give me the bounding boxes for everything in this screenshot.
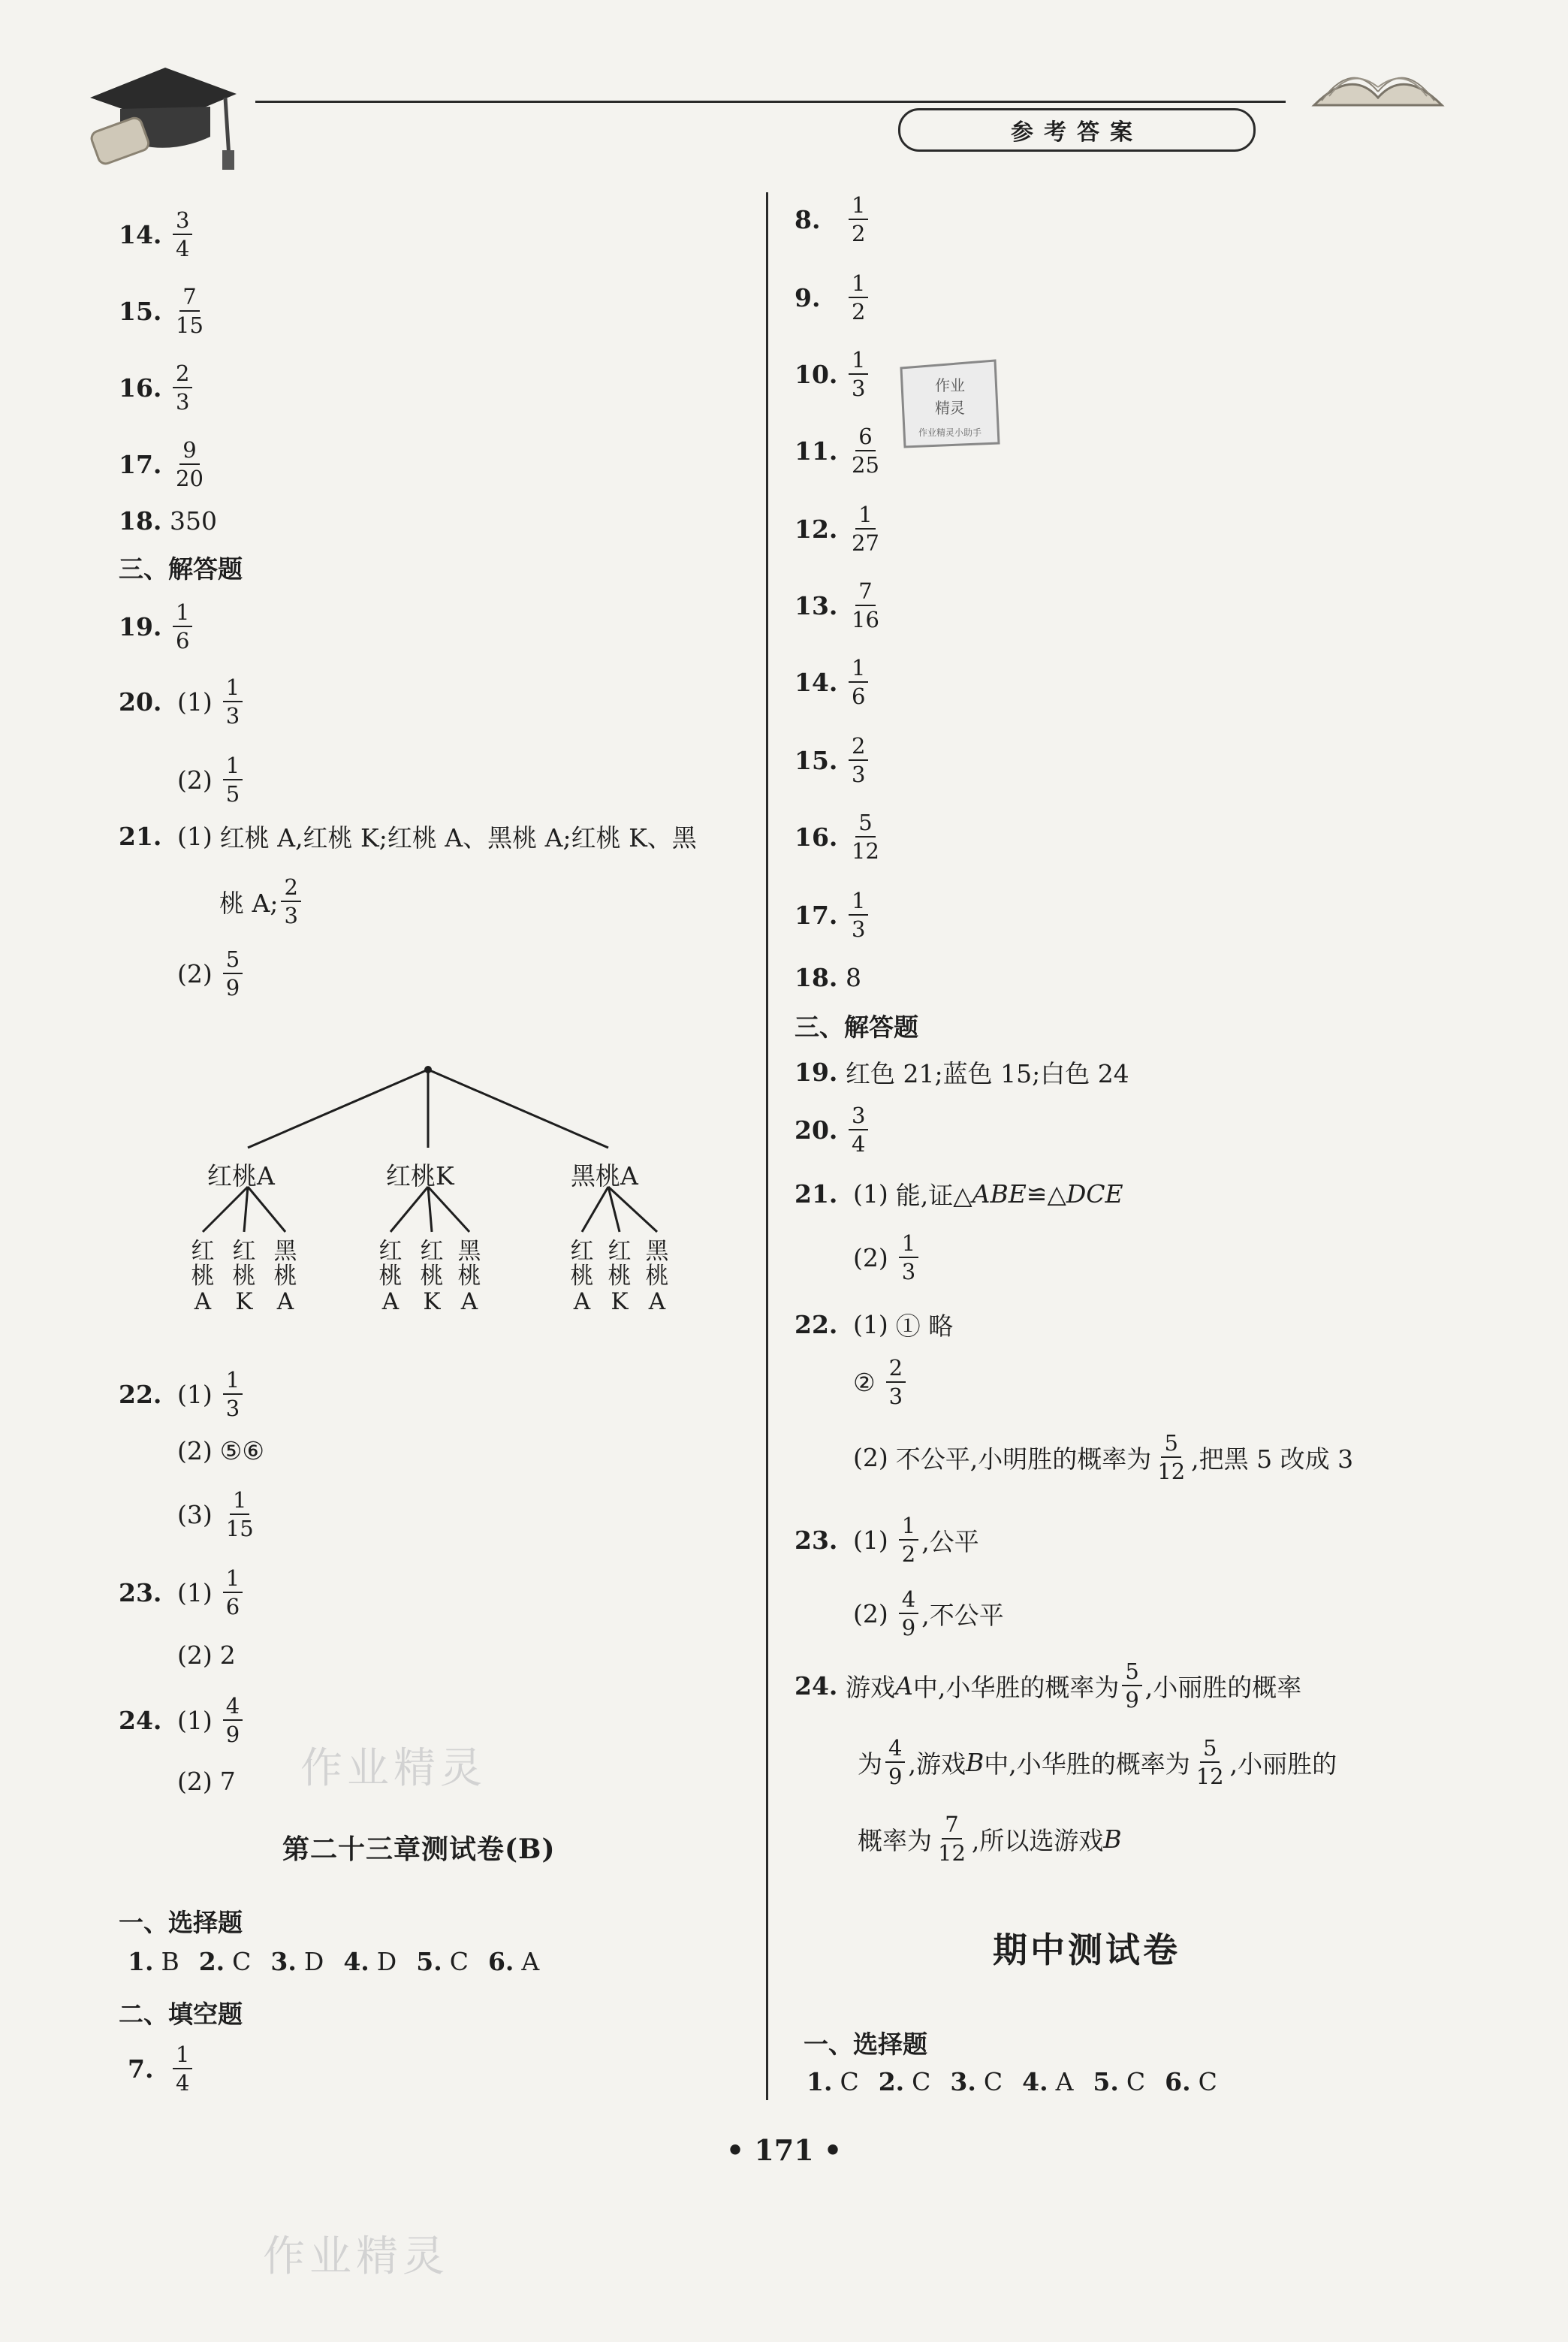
- fraction: $\frac{1}{2}$: [899, 1514, 918, 1566]
- tree-branch-label: 红桃A: [207, 1161, 275, 1191]
- item-number: 7.: [128, 2054, 154, 2084]
- fraction: $\frac{1}{5}$: [223, 754, 243, 806]
- fraction: $\frac{5}{12}$: [852, 810, 879, 865]
- fraction: $\frac{1}{6}$: [173, 601, 192, 653]
- fraction: $\frac{9}{20}$: [176, 437, 204, 492]
- fraction: $\frac{1}{3}$: [849, 889, 868, 941]
- answer-item: 22. (1) $\frac{1}{3}$: [119, 1369, 246, 1420]
- item-number: 23.: [795, 1525, 838, 1555]
- svg-text:作业精灵小助手: 作业精灵小助手: [918, 427, 982, 438]
- fraction: $\frac{5}{9}$: [1122, 1660, 1141, 1712]
- tree-branch-label: 红桃K: [386, 1161, 454, 1191]
- fraction: $\frac{1}{6}$: [223, 1567, 243, 1619]
- answer-subitem: ② $\frac{2}{3}$: [853, 1357, 909, 1408]
- item-number: 24.: [795, 1670, 838, 1701]
- section-heading: 三、解答题: [119, 554, 243, 584]
- answer-item: 21. (1) 能,证△ ABE ≌△ DCE: [795, 1179, 1123, 1210]
- chapter-title: 第二十三章测试卷(B): [282, 1833, 556, 1865]
- answer-item: [119, 601, 195, 653]
- section-heading: 一、选择题: [119, 1908, 243, 1937]
- item-number: 20.: [795, 1115, 838, 1145]
- item-number: 16.: [119, 373, 162, 403]
- item-number: 12.: [795, 514, 838, 544]
- answer-item: [119, 362, 195, 414]
- tree-leaf-label: 红 桃 K: [420, 1238, 444, 1315]
- answer-text: 350: [170, 506, 217, 536]
- fraction: $\frac{2}{3}$: [886, 1357, 906, 1408]
- fraction: $\frac{4}{9}$: [899, 1588, 918, 1640]
- section-heading: 二、填空题: [119, 1999, 243, 2029]
- fraction: $\frac{3}{4}$: [173, 209, 192, 261]
- answer-subitem: (2) $\frac{1}{3}$: [846, 1232, 921, 1284]
- watermark: 作业精灵: [263, 2232, 449, 2281]
- fraction: $\frac{1}{3}$: [849, 349, 868, 400]
- fraction: $\frac{1}{6}$: [849, 656, 868, 708]
- svg-text:作业: 作业: [935, 376, 965, 394]
- item-number: 8.: [795, 204, 821, 234]
- answer-item: [795, 272, 871, 324]
- fraction: $\frac{1}{3}$: [899, 1232, 918, 1284]
- fraction: $\frac{1}{27}$: [852, 502, 879, 557]
- answer-text: 红桃 A,红桃 K;红桃 A、黑桃 A;红桃 K、黑: [219, 823, 697, 853]
- fraction: $\frac{5}{12}$: [1157, 1430, 1186, 1485]
- item-number: 19.: [795, 1058, 838, 1087]
- svg-text:精灵: 精灵: [935, 399, 965, 417]
- tree-leaf-label: 红 桃 K: [608, 1238, 632, 1315]
- answer-item: 18. 8: [795, 963, 861, 992]
- tree-branch-label: 黑桃A: [571, 1161, 638, 1191]
- tree-leaf-label: 红 桃 A: [191, 1238, 215, 1315]
- fraction: $\frac{4}{9}$: [885, 1737, 905, 1788]
- answer-item: [119, 285, 210, 337]
- answer-item: [795, 349, 871, 400]
- column-divider: [766, 192, 768, 2100]
- item-number: 9.: [795, 282, 821, 312]
- item-number: 22.: [119, 1379, 162, 1409]
- item-number: 23.: [119, 1577, 162, 1607]
- fraction: $\frac{2}{3}$: [173, 362, 192, 414]
- answer-item: 24. 游戏 A 中,小华胜的概率为 $\frac{5}{9}$ ,小丽胜的概率: [795, 1658, 1302, 1713]
- answer-item: [795, 735, 871, 786]
- item-number: 17.: [795, 900, 838, 930]
- answer-item: 20. (1) $\frac{1}{3}$: [119, 676, 246, 728]
- fraction: $\frac{1}{4}$: [173, 2043, 192, 2095]
- tree-leaf-label: 红 桃 K: [232, 1238, 256, 1315]
- answer-item: 21. (1) 红桃 A,红桃 K;红桃 A、黑桃 A;红桃 K、黑: [119, 819, 697, 854]
- stamp-logo: [894, 353, 1006, 458]
- item-number: 14.: [119, 219, 162, 249]
- fraction: $\frac{1}{2}$: [849, 194, 868, 246]
- item-number: 17.: [119, 449, 162, 479]
- page-number: • 171 •: [725, 2133, 843, 2167]
- item-number: 19.: [119, 611, 162, 641]
- answer-item: 23. (1) $\frac{1}{6}$: [119, 1567, 246, 1619]
- fraction: $\frac{3}{4}$: [849, 1104, 868, 1156]
- tree-leaf-label: 红 桃 A: [378, 1238, 403, 1315]
- item-number: 10.: [795, 359, 838, 389]
- fraction: $\frac{7}{15}$: [176, 284, 204, 339]
- answer-subitem: (2) 7: [177, 1767, 236, 1796]
- item-number: 21.: [795, 1179, 838, 1209]
- tree-leaf-label: 红 桃 A: [570, 1238, 594, 1315]
- answer-item: 22. (1) ① 略: [795, 1310, 954, 1341]
- fraction: $\frac{4}{9}$: [223, 1695, 243, 1746]
- midterm-title: 期中测试卷: [993, 1930, 1181, 1970]
- answer-item: [795, 503, 885, 555]
- answer-item: 19. 红色 21;蓝色 15;白色 24: [795, 1058, 1129, 1088]
- answer-subitem: (2) ⑤⑥: [177, 1436, 264, 1465]
- fraction: $\frac{6}{25}$: [852, 424, 879, 478]
- answer-item: [795, 889, 871, 941]
- item-number: 15.: [795, 745, 838, 775]
- fraction: $\frac{1}{3}$: [223, 1369, 243, 1420]
- tree-leaf-label: 黑 桃 A: [273, 1238, 297, 1315]
- fraction: $\frac{1}{2}$: [849, 272, 868, 324]
- watermark: 作业精灵: [300, 1744, 487, 1793]
- answer-item: [119, 209, 195, 261]
- fraction: $\frac{2}{3}$: [849, 735, 868, 786]
- fraction: $\frac{2}{3}$: [281, 876, 300, 928]
- answer-item: [119, 439, 210, 490]
- tree-leaf-label: 黑 桃 A: [457, 1238, 481, 1315]
- answer-item: [795, 425, 885, 477]
- header-badge: 参考答案: [898, 108, 1256, 152]
- fraction: $\frac{5}{12}$: [1196, 1735, 1224, 1790]
- answer-continuation: 为 $\frac{4}{9}$ ,游戏 B 中,小华胜的概率为 $\frac{5}{12}$ ,小丽胜的: [858, 1735, 1337, 1790]
- item-number: 20.: [119, 687, 162, 717]
- item-number: 18.: [795, 963, 838, 992]
- answer-item: [128, 2043, 195, 2095]
- choice-answers: 1. B 2. C 3. D 4. D 5. C 6. A: [128, 1947, 540, 1976]
- item-number: 13.: [795, 590, 838, 620]
- item-number: 16.: [795, 822, 838, 852]
- answer-item: [795, 580, 885, 632]
- fraction: $\frac{7}{12}$: [938, 1812, 966, 1867]
- answer-subitem: (2) $\frac{4}{9}$ ,不公平: [853, 1586, 1004, 1641]
- item-number: 15.: [119, 296, 162, 326]
- fraction: $\frac{5}{9}$: [223, 948, 243, 1000]
- answer-subitem: (2) $\frac{1}{5}$: [170, 754, 246, 806]
- graduation-cap-icon: [75, 53, 248, 173]
- answer-item: [795, 811, 885, 863]
- answer-item: 23. (1) $\frac{1}{2}$ ,公平: [795, 1513, 979, 1568]
- open-book-icon: [1307, 45, 1449, 113]
- header-rule: [255, 101, 1286, 103]
- choice-answers: 1. C 2. C 3. C 4. A 5. C 6. C: [807, 2067, 1217, 2096]
- item-number: 18.: [119, 506, 162, 536]
- item-number: 22.: [795, 1310, 838, 1339]
- item-number: 11.: [795, 436, 838, 466]
- tree-leaf-label: 黑 桃 A: [645, 1238, 669, 1315]
- answer-item: [795, 194, 871, 246]
- answer-subitem: (3) $\frac{1}{15}$: [170, 1489, 260, 1541]
- section-heading: 一、选择题: [804, 2030, 927, 2059]
- answer-item: [119, 506, 217, 536]
- answer-subitem: (2) $\frac{5}{9}$: [170, 948, 246, 1000]
- item-number: 14.: [795, 667, 838, 697]
- answer-subitem: (2) 2: [177, 1640, 236, 1670]
- answer-subitem: (2) 不公平,小明胜的概率为 $\frac{5}{12}$ ,把黑 5 改成 3: [853, 1430, 1354, 1485]
- answer-continuation: 概率为 $\frac{7}{12}$ ,所以选游戏 B: [858, 1812, 1122, 1867]
- section-heading: 三、解答题: [795, 1013, 918, 1042]
- fraction: $\frac{7}{16}$: [852, 578, 879, 633]
- item-number: 21.: [119, 822, 162, 851]
- answer-item: 24. (1) $\frac{4}{9}$: [119, 1695, 246, 1746]
- answer-item: [795, 656, 871, 708]
- fraction: $\frac{1}{3}$: [223, 676, 243, 728]
- answer-continuation: 桃 A; $\frac{2}{3}$: [219, 876, 304, 928]
- answer-item: [795, 1104, 871, 1156]
- item-number: 24.: [119, 1705, 162, 1735]
- fraction: $\frac{1}{15}$: [225, 1487, 254, 1542]
